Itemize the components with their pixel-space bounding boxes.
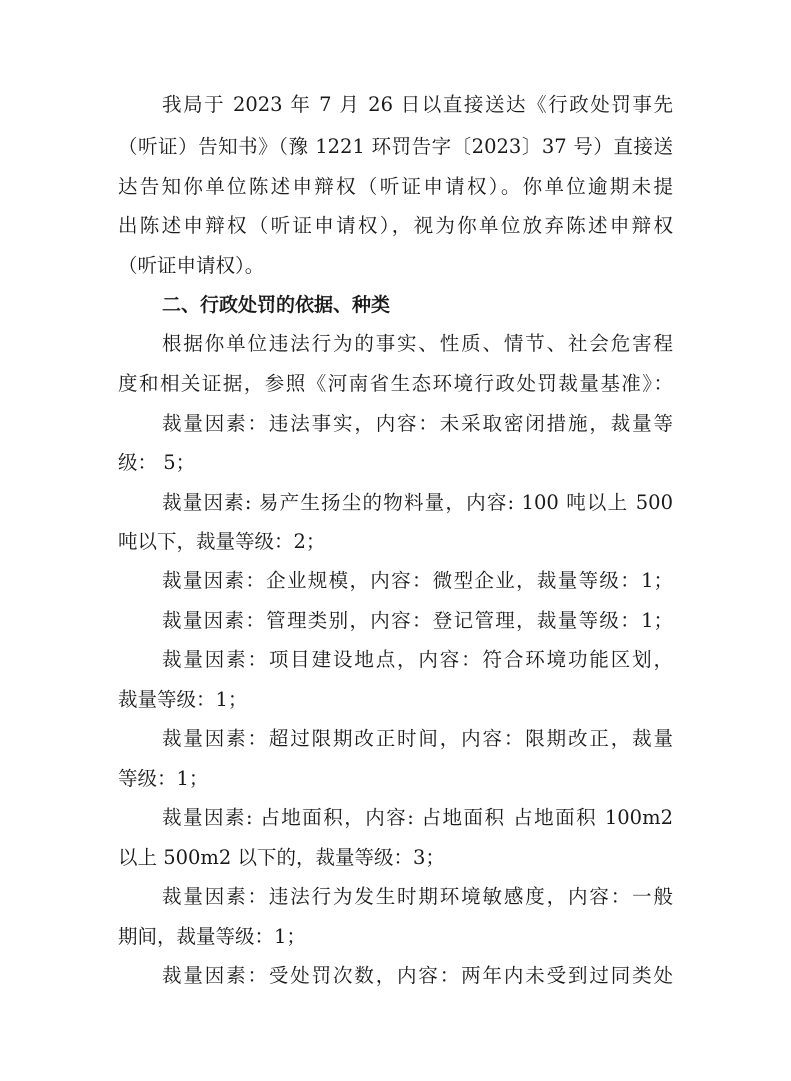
paragraph-line: 我局于 2023 年 7 月 26 日以直接送达《行政处罚事先 <box>162 93 673 116</box>
factor-line: 裁量因素：企业规模，内容：微型企业，裁量等级：1； <box>162 569 673 592</box>
paragraph-line: （听证申请权）。 <box>118 254 265 277</box>
paragraph-line: 达告知你单位陈述申辩权（听证申请权）。你单位逾期未提 <box>118 175 673 198</box>
factor-line: 吨以下，裁量等级：2； <box>118 530 326 553</box>
factor-line: 裁量等级：1； <box>118 688 248 711</box>
section-heading: 二、行政处罚的依据、种类 <box>162 294 391 316</box>
factor-line: 裁量因素：管理类别，内容：登记管理，裁量等级：1； <box>162 609 673 632</box>
factor-line: 裁量因素：受处罚次数，内容：两年内未受到过同类处 <box>162 964 673 987</box>
factor-line: 级： 5； <box>118 451 196 474</box>
paragraph-line: 出陈述申辩权（听证申请权），视为你单位放弃陈述申辩权 <box>118 214 673 237</box>
factor-line: 裁量因素: 占地面积，内容: 占地面积 占地面积 100m2 <box>162 806 673 829</box>
factor-line: 裁量因素: 易产生扬尘的物料量，内容: 100 吨以上 500 <box>162 491 673 514</box>
factor-line: 裁量因素：项目建设地点，内容：符合环境功能区划， <box>162 648 673 671</box>
paragraph-line: 根据你单位违法行为的事实、性质、情节、社会危害程 <box>162 332 673 355</box>
factor-line: 裁量因素：违法行为发生时期环境敏感度，内容：一般 <box>162 885 673 908</box>
factor-line: 等级：1； <box>118 767 209 790</box>
paragraph-line: （听证）告知书》（豫 1221 环罚告字〔2023〕37 号）直接送 <box>118 135 673 158</box>
factor-line: 以上 500m2 以下的，裁量等级：3； <box>118 846 445 869</box>
factor-line: 裁量因素：超过限期改正时间，内容：限期改正，裁量 <box>162 727 673 750</box>
factor-line: 期间，裁量等级：1； <box>118 925 306 948</box>
paragraph-line: 度和相关证据，参照《河南省生态环境行政处罚裁量基准》： <box>118 372 673 395</box>
factor-line: 裁量因素：违法事实，内容：未采取密闭措施，裁量等 <box>162 412 673 435</box>
